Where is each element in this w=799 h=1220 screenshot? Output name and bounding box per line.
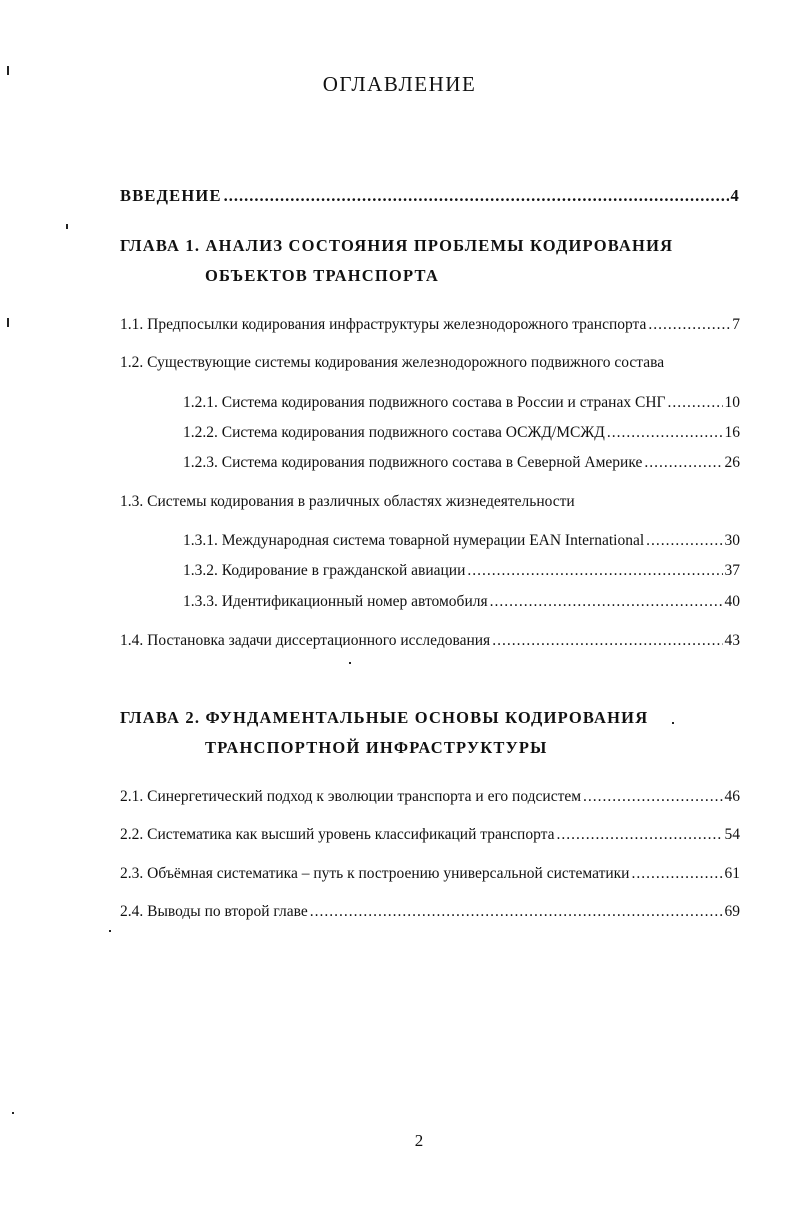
dot-leader xyxy=(667,393,722,413)
scan-speck xyxy=(672,722,674,724)
toc-item-page: 30 xyxy=(724,532,740,549)
toc-item[interactable] xyxy=(183,561,740,581)
toc-item[interactable] xyxy=(120,825,740,845)
toc-item-page: 40 xyxy=(724,593,740,610)
toc-item-label: 1.1. Предпосылки кодирования инфраструктуры железнодорожного транспорта xyxy=(120,316,647,333)
dot-leader xyxy=(492,631,722,651)
scan-speck xyxy=(12,1112,14,1114)
scan-speck xyxy=(7,318,9,327)
toc-item-label: 1.3.1. Международная система товарной нумерации EAN International xyxy=(183,532,645,549)
page-number: 2 xyxy=(414,1131,424,1150)
toc-item-page: 69 xyxy=(724,903,740,920)
scan-speck xyxy=(349,662,351,664)
scan-speck xyxy=(66,224,68,229)
dot-leader xyxy=(556,825,722,845)
toc-item[interactable] xyxy=(183,453,740,473)
page-title: ОГЛАВЛЕНИЕ xyxy=(322,72,477,96)
dot-leader xyxy=(583,787,722,807)
toc-item-page: 46 xyxy=(724,788,740,805)
dot-leader xyxy=(631,864,722,884)
toc-item[interactable] xyxy=(120,864,740,884)
toc-item-label: 2.3. Объёмная систематика – путь к построению универсальной систематики xyxy=(120,865,630,882)
toc-item-label: 1.4. Постановка задачи диссертационного исследования xyxy=(120,632,491,649)
toc-item-page: 16 xyxy=(724,424,740,441)
toc-item-label: 2.2. Систематика как высший уровень классификаций транспорта xyxy=(120,826,555,843)
dot-leader xyxy=(607,423,723,443)
toc-item-label: 1.2.1. Система кодирования подвижного состава в России и странах СНГ xyxy=(183,394,666,411)
toc-item-label: 1.2.3. Система кодирования подвижного состава в Северной Америке xyxy=(183,454,643,471)
toc-item-label: 1.2.2. Система кодирования подвижного состава ОСЖД/МСЖД xyxy=(183,424,605,441)
toc-item-page: 7 xyxy=(732,316,740,333)
chapter2-heading-line2: ТРАНСПОРТНОЙ ИНФРАСТРУКТУРЫ xyxy=(205,738,548,757)
toc-item-page: 54 xyxy=(724,826,740,843)
toc-item-page: 61 xyxy=(724,865,740,882)
scan-speck xyxy=(109,930,111,932)
chapter2-heading-line1: ГЛАВА 2. ФУНДАМЕНТАЛЬНЫЕ ОСНОВЫ КОДИРОВАНИЯ xyxy=(120,708,649,727)
toc-item[interactable] xyxy=(183,393,740,413)
toc-item[interactable] xyxy=(183,592,740,612)
toc-section-heading[interactable]: 1.3. Системы кодирования в различных областях жизнедеятельности xyxy=(120,493,575,510)
toc-item[interactable] xyxy=(120,787,740,807)
scan-speck xyxy=(7,66,9,75)
toc-section-heading[interactable]: 1.2. Существующие системы кодирования железнодорожного подвижного состава xyxy=(120,354,665,371)
toc-item-page: 43 xyxy=(724,632,740,649)
toc-item-page: 37 xyxy=(724,562,740,579)
toc-item-page: 10 xyxy=(724,394,740,411)
toc-intro-page: 4 xyxy=(730,186,740,205)
toc-item-page: 26 xyxy=(724,454,740,471)
toc-item-label: 1.3.2. Кодирование в гражданской авиации xyxy=(183,562,466,579)
toc-item[interactable] xyxy=(120,315,740,335)
toc-item[interactable] xyxy=(120,902,740,922)
toc-item-label: 1.3.3. Идентификационный номер автомобиля xyxy=(183,593,488,610)
dot-leader xyxy=(224,186,729,206)
chapter1-heading-line1: ГЛАВА 1. АНАЛИЗ СОСТОЯНИЯ ПРОБЛЕМЫ КОДИРОВАНИЯ xyxy=(120,236,674,255)
toc-intro[interactable] xyxy=(120,186,740,206)
dot-leader xyxy=(467,561,722,581)
toc-item[interactable] xyxy=(120,631,740,651)
dot-leader xyxy=(490,592,723,612)
dot-leader xyxy=(310,902,723,922)
toc-item[interactable] xyxy=(183,423,740,443)
dot-leader xyxy=(644,453,722,473)
toc-item[interactable] xyxy=(183,531,740,551)
dot-leader xyxy=(646,531,722,551)
dot-leader xyxy=(648,315,730,335)
toc-item-label: 2.4. Выводы по второй главе xyxy=(120,903,308,920)
toc-intro-label: ВВЕДЕНИЕ xyxy=(120,186,222,205)
toc-item-label: 2.1. Синергетический подход к эволюции транспорта и его подсистем xyxy=(120,788,582,805)
chapter1-heading-line2: ОБЪЕКТОВ ТРАНСПОРТА xyxy=(205,266,439,285)
